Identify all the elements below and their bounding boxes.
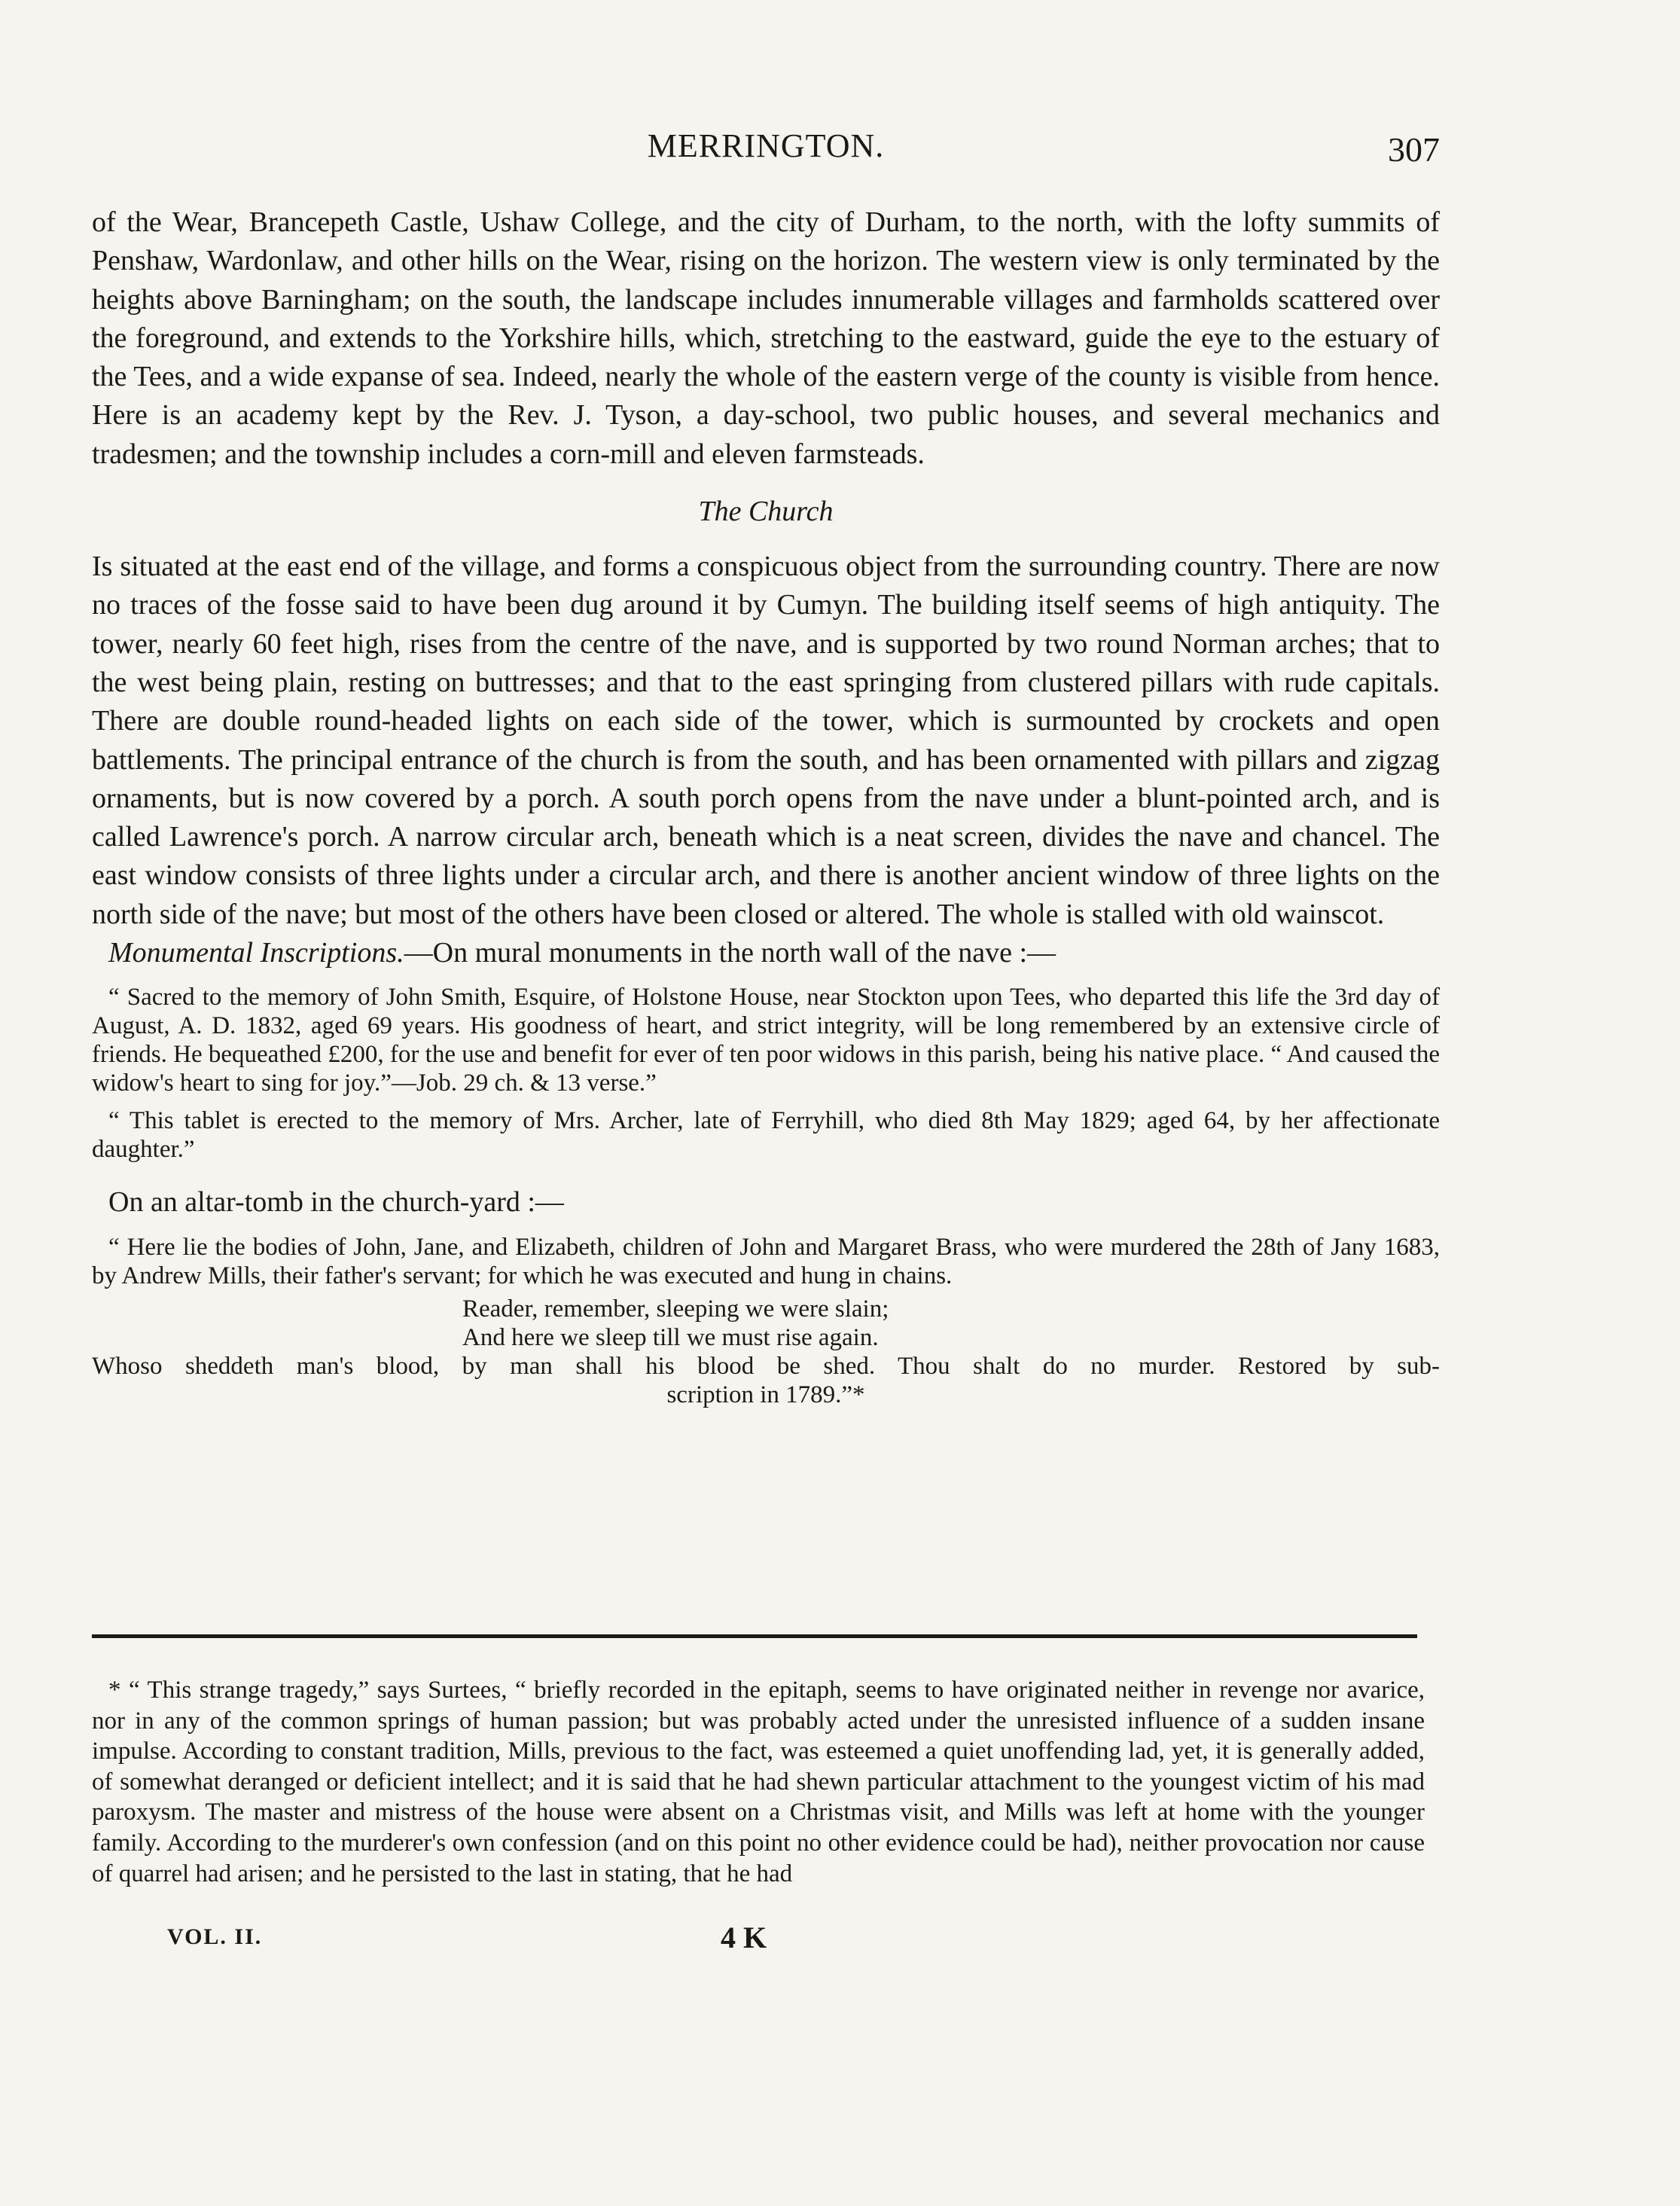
page-body	[92, 203, 1440, 1409]
footnote: * “ This strange tragedy,” says Surtees, “ briefly recorded in the epitaph, seems to have originated neither in revenge nor avarice, nor in any of the common springs of human passion; but was probably acted under the unresisted influence of a sudden insane impulse. According to constant tradition, Mills, previous to the fact, was esteemed a quiet unoffending lad, yet, it is generally added, of somewhat deranged or deficient intellect; and it is said that he had shewn particular attachment to the youngest victim of his mad paroxysm. The master and mistress of the house were absent on a Christmas visit, and Mills was left at home with the younger family. According to the murderer's own confession (and on this point no other evidence could be had), neither provocation nor cause of quarrel had arisen; and he persisted to the last in stating, that he had	[92, 1677, 1425, 1887]
altar-tomb-intro: On an altar-tomb in the church-yard :—	[108, 1186, 564, 1219]
paragraph-church: Is situated at the east end of the village, and forms a conspicuous object from the surrounding country. There are now no traces of the fosse said to have been dug around it by Cumyn. The building itself seems of high antiquity. The tower, nearly 60 feet high, rises from the centre of the nave, and is supported by two round Norman arches; that to the west being plain, resting on buttresses; and that to the east springing from clustered pillars with rude capitals. There are double round-headed lights on each side of the tower, which is surmounted by crockets and open battlements. The principal entrance of the church is from the south, and has been ornamented with pillars and zigzag ornaments, but is now covered by a porch. A south porch opens from the nave under a blunt-pointed arch, and is called Lawrence's porch. A narrow circular arch, beneath which is a neat screen, divides the nave and chancel. The east window consists of three lights under a circular arch, and there is another ancient window of three lights on the north side of the nave; but most of the others have been closed or altered. The whole is stalled with old wainscot.	[92, 551, 1440, 930]
page-header	[92, 127, 1440, 172]
page-number: 307	[1388, 130, 1440, 169]
monumental-inscriptions-heading	[92, 934, 1440, 972]
inscription-archer: “ This tablet is erected to the memory of Mrs. Archer, late of Ferryhill, who died 8th May 1829; aged 64, by her affectionate daughter.”	[92, 1107, 1440, 1164]
paragraph-continuation: of the Wear, Brancepeth Castle, Ushaw College, and the city of Durham, to the north, with the lofty summits of Penshaw, Wardonlaw, and other hills on the Wear, rising on the horizon. The western view is only terminated by the heights above Barningham; on the south, the landscape includes innumerable villages and farmholds scattered over the foreground, and extends to the Yorkshire hills, which, stretching to the eastward, guide the eye to the estuary of the Tees, and a wide expanse of sea. Indeed, nearly the whole of the eastern verge of the county is visible from hence. Here is an academy kept by the Rev. J. Tyson, a day-school, two public houses, and several mechanics and tradesmen; and the township includes a corn-mill and eleven farmsteads.	[92, 206, 1440, 470]
signature-mark: 4 K	[721, 1921, 767, 1954]
closing-line-1: Whoso sheddeth man's blood, by man shall his blood be shed. Thou shalt do no murder. Restored by sub-	[92, 1352, 1440, 1380]
section-title: The Church	[698, 496, 834, 528]
closing-line-2: scription in 1789.”*	[666, 1381, 865, 1408]
inscription-smith: “ Sacred to the memory of John Smith, Esquire, of Holstone House, near Stockton upon Tees, who departed this life the 3rd day of August, A. D. 1832, aged 69 years. His goodness of heart, and strict integrity, will be long remembered by an extensive circle of friends. He bequeathed £200, for the use and benefit for ever of ten poor widows in this parish, being his native place. “ And caused the widow's heart to sing for joy.”—Job. 29 ch. & 13 verse.”	[92, 984, 1440, 1097]
volume-label: VOL. II.	[167, 1924, 263, 1949]
verse-line-2: And here we sleep till we must rise again.	[462, 1323, 879, 1351]
verse-line-1: Reader, remember, sleeping we were slain;	[462, 1295, 889, 1323]
signature-row	[92, 1921, 1440, 1962]
monumental-text: —On mural monuments in the north wall of the nave :—	[404, 937, 1056, 969]
running-head: MERRINGTON.	[647, 127, 885, 164]
footnote-divider	[92, 1634, 1417, 1638]
inscription-brass: “ Here lie the bodies of John, Jane, and Elizabeth, children of John and Margaret Brass, who were murdered the 28th of Jany 1683, by Andrew Mills, their father's servant; for which he was executed and hung in chains.	[92, 1233, 1440, 1289]
monumental-label: Monumental Inscriptions.	[108, 937, 404, 969]
